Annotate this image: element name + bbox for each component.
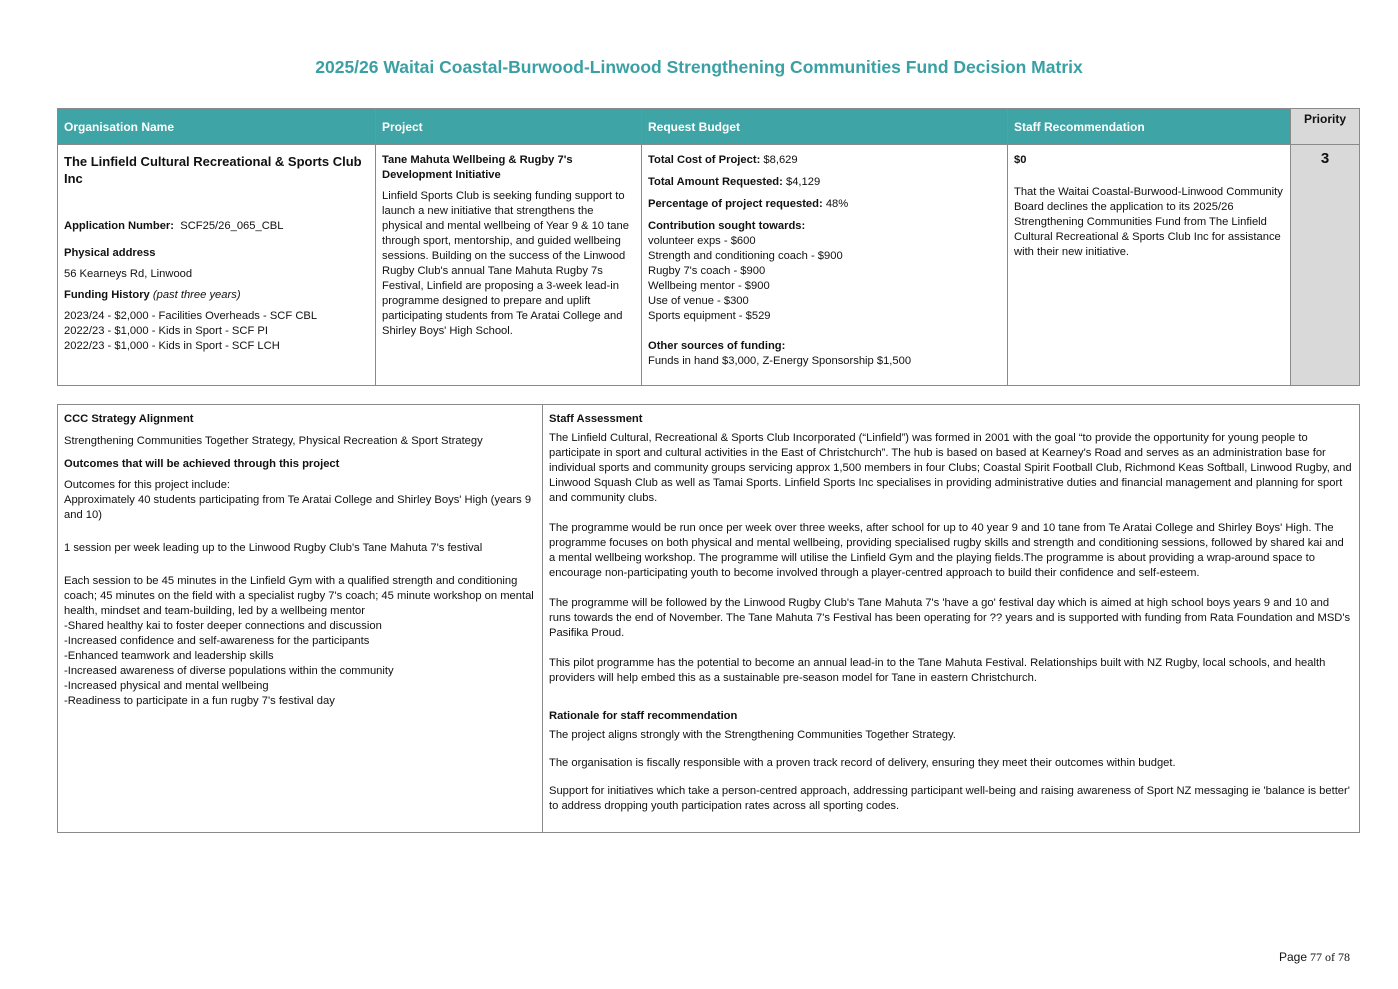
contribution-item: volunteer exps - $600 — [648, 235, 756, 247]
project-title: Tane Mahuta Wellbeing & Rugby 7's Development Initiative — [382, 154, 573, 181]
outcome-item: -Readiness to participate in a fun rugby 7's festival day — [64, 695, 335, 707]
assessment-paragraph: This pilot programme has the potential to become an annual lead-in to the Tane Mahuta Festival. Relationships built with NZ Rugby, local schools, and health providers will help embed this as a sustainable pre-season model for Tane in eastern Christchurch. — [549, 657, 1326, 684]
outcomes-session: 1 session per week leading up to the Linwood Rugby Club's Tane Mahuta 7's festival — [64, 542, 483, 554]
percentage-requested: Percentage of project requested: 48% — [648, 198, 849, 210]
header-organisation-name: Organisation Name — [58, 109, 376, 145]
project-description: Linfield Sports Club is seeking funding support to launch a new initiative that strengthens the physical and mental wellbeing of Year 9 & 10 tane through sport, mentorship, and guided wellbeing sessions. Building on the success of the Linwood Rugby Club's annual Tane Mahuta Rugby 7s Festival, Linfield are proposing a 3-week lead-in programme designed to prepare and uplift participating students from Te Aratai College and Shirley Boys' High School. — [382, 190, 629, 337]
funding-history-item: 2022/23 - $1,000 - Kids in Sport - SCF LCH — [64, 340, 280, 352]
contribution-list — [648, 234, 1001, 324]
recommendation-cell — [1008, 145, 1291, 386]
contribution-item: Strength and conditioning coach - $900 — [648, 250, 843, 262]
decision-matrix-table — [57, 108, 1360, 386]
header-staff-recommendation: Staff Recommendation — [1008, 109, 1291, 145]
rationale-item: The organisation is fiscally responsible with a proven track record of delivery, ensuring they meet their outcomes within budget. — [549, 757, 1176, 769]
funding-history-label: Funding History (past three years) — [64, 289, 241, 301]
contribution-label: Contribution sought towards: — [648, 220, 806, 232]
strategy-heading: CCC Strategy Alignment — [64, 413, 194, 425]
funding-history-list — [64, 309, 369, 354]
recommendation-text: That the Waitai Coastal-Burwood-Linwood Community Board declines the application to its 2025/26 Strengthening Communities Fund from The Linfield Cultural Recreational & Sports Club Inc for assistance with their new initiative. — [1014, 186, 1283, 258]
staff-assessment-cell — [543, 405, 1360, 833]
outcome-item: -Enhanced teamwork and leadership skills — [64, 650, 274, 662]
funding-history-item: 2022/23 - $1,000 - Kids in Sport - SCF PI — [64, 325, 268, 337]
header-priority: Priority — [1291, 109, 1360, 145]
staff-assessment-heading: Staff Assessment — [549, 413, 643, 425]
outcomes-students: Approximately 40 students participating from Te Aratai College and Shirley Boys' High (years 9 and 10) — [64, 494, 532, 521]
organisation-cell — [58, 145, 376, 386]
total-requested: Total Amount Requested: $4,129 — [648, 176, 821, 188]
outcomes-detail: Each session to be 45 minutes in the Linfield Gym with a qualified strength and conditioning coach; 45 minutes on the field with a specialist rugby 7's coach; 45 minute workshop on mental health, mindset and team-building, led by a wellbeing mentor — [64, 575, 534, 617]
contribution-item: Sports equipment - $529 — [648, 310, 771, 322]
contribution-item: Use of venue - $300 — [648, 295, 749, 307]
page-number: Page 77 of 78 — [1278, 950, 1350, 964]
strategy-text: Strengthening Communities Together Strategy, Physical Recreation & Sport Strategy — [64, 435, 483, 447]
assessment-paragraph: The Linfield Cultural, Recreational & Sports Club Incorporated (“Linfield”) was formed in 2001 with the goal “to provide the opportunity for young people to participate in sport and cultural activities in the East of Christchurch”. The hub is based on based at Kearney's Road and serves as an administration base for individual sports and community groups servicing approx 1,500 members in four Clubs; Coastal Spirit Football Club, Richmond Keas Softball, Linwood Rugby, and Linwood Squash Club as well as Tamai Sports. Linfield Sports Inc specialises in providing administrative duties and financial management and planning for sport and community clubs. — [549, 432, 1352, 504]
contribution-item: Rugby 7's coach - $900 — [648, 265, 766, 277]
rationale-heading: Rationale for staff recommendation — [549, 710, 738, 722]
application-number: Application Number: SCF25/26_065_CBL — [64, 220, 284, 232]
header-request-budget: Request Budget — [642, 109, 1008, 145]
outcome-item: -Shared healthy kai to foster deeper connections and discussion — [64, 620, 382, 632]
rationale-item: The project aligns strongly with the Strengthening Communities Together Strategy. — [549, 729, 956, 741]
budget-cell — [642, 145, 1008, 386]
physical-address-label: Physical address — [64, 247, 156, 259]
rationale-item: Support for initiatives which take a person-centred approach, addressing participant well-being and raising awareness of Sport NZ messaging ie 'balance is better' to address dropping youth participation rates across all sporting codes. — [549, 785, 1350, 812]
other-funding-label: Other sources of funding: — [648, 340, 786, 352]
total-cost: Total Cost of Project: $8,629 — [648, 154, 798, 166]
outcomes-heading: Outcomes that will be achieved through this project — [64, 458, 340, 470]
outcomes-intro: Outcomes for this project include: — [64, 479, 231, 491]
funding-history-item: 2023/24 - $2,000 - Facilities Overheads - SCF CBL — [64, 310, 318, 322]
strategy-cell — [58, 405, 543, 833]
outcome-item: -Increased awareness of diverse populations within the community — [64, 665, 394, 677]
project-cell — [376, 145, 642, 386]
priority-value: 3 — [1291, 145, 1360, 386]
other-funding: Funds in hand $3,000, Z-Energy Sponsorship $1,500 — [648, 355, 912, 367]
recommendation-amount: $0 — [1014, 154, 1027, 166]
assessment-paragraph: The programme would be run once per week over three weeks, after school for up to 40 year 9 and 10 tane from Te Aratai College and Shirley Boys' High. The programme focuses on both physical and mental wellbeing, providing specialised rugby skills and strength and conditioning sessions, followed by shared kai and a mental wellbeing workshop. The programme will utilise the Linfield Gym and the playing fields.The programme is about providing a wrap-around space to encourage non-participating youth to become involved through a player-centred approach to build their confidence and self-esteem. — [549, 522, 1344, 579]
outcomes-list — [64, 619, 536, 709]
contribution-item: Wellbeing mentor - $900 — [648, 280, 770, 292]
assessment-table — [57, 404, 1360, 833]
matrix-data-row — [58, 145, 1360, 386]
header-project: Project — [376, 109, 642, 145]
outcome-item: -Increased physical and mental wellbeing — [64, 680, 269, 692]
physical-address: 56 Kearneys Rd, Linwood — [64, 268, 193, 280]
page-title: 2025/26 Waitai Coastal-Burwood-Linwood Strengthening Communities Fund Decision Matrix — [315, 57, 1083, 77]
outcome-item: -Increased confidence and self-awareness for the participants — [64, 635, 370, 647]
assessment-paragraph: The programme will be followed by the Linwood Rugby Club's Tane Mahuta 7's 'have a go' festival day which is aimed at high school boys years 9 and 10 and runs towards the end of November. The Tane Mahuta 7's Festival has been operating for ?? years and is supported with funding from Rata Foundation and MSD's Pasifika Proud. — [549, 597, 1351, 639]
matrix-header-row — [58, 109, 1360, 145]
organisation-name: The Linfield Cultural Recreational & Sports Club Inc — [64, 154, 362, 186]
